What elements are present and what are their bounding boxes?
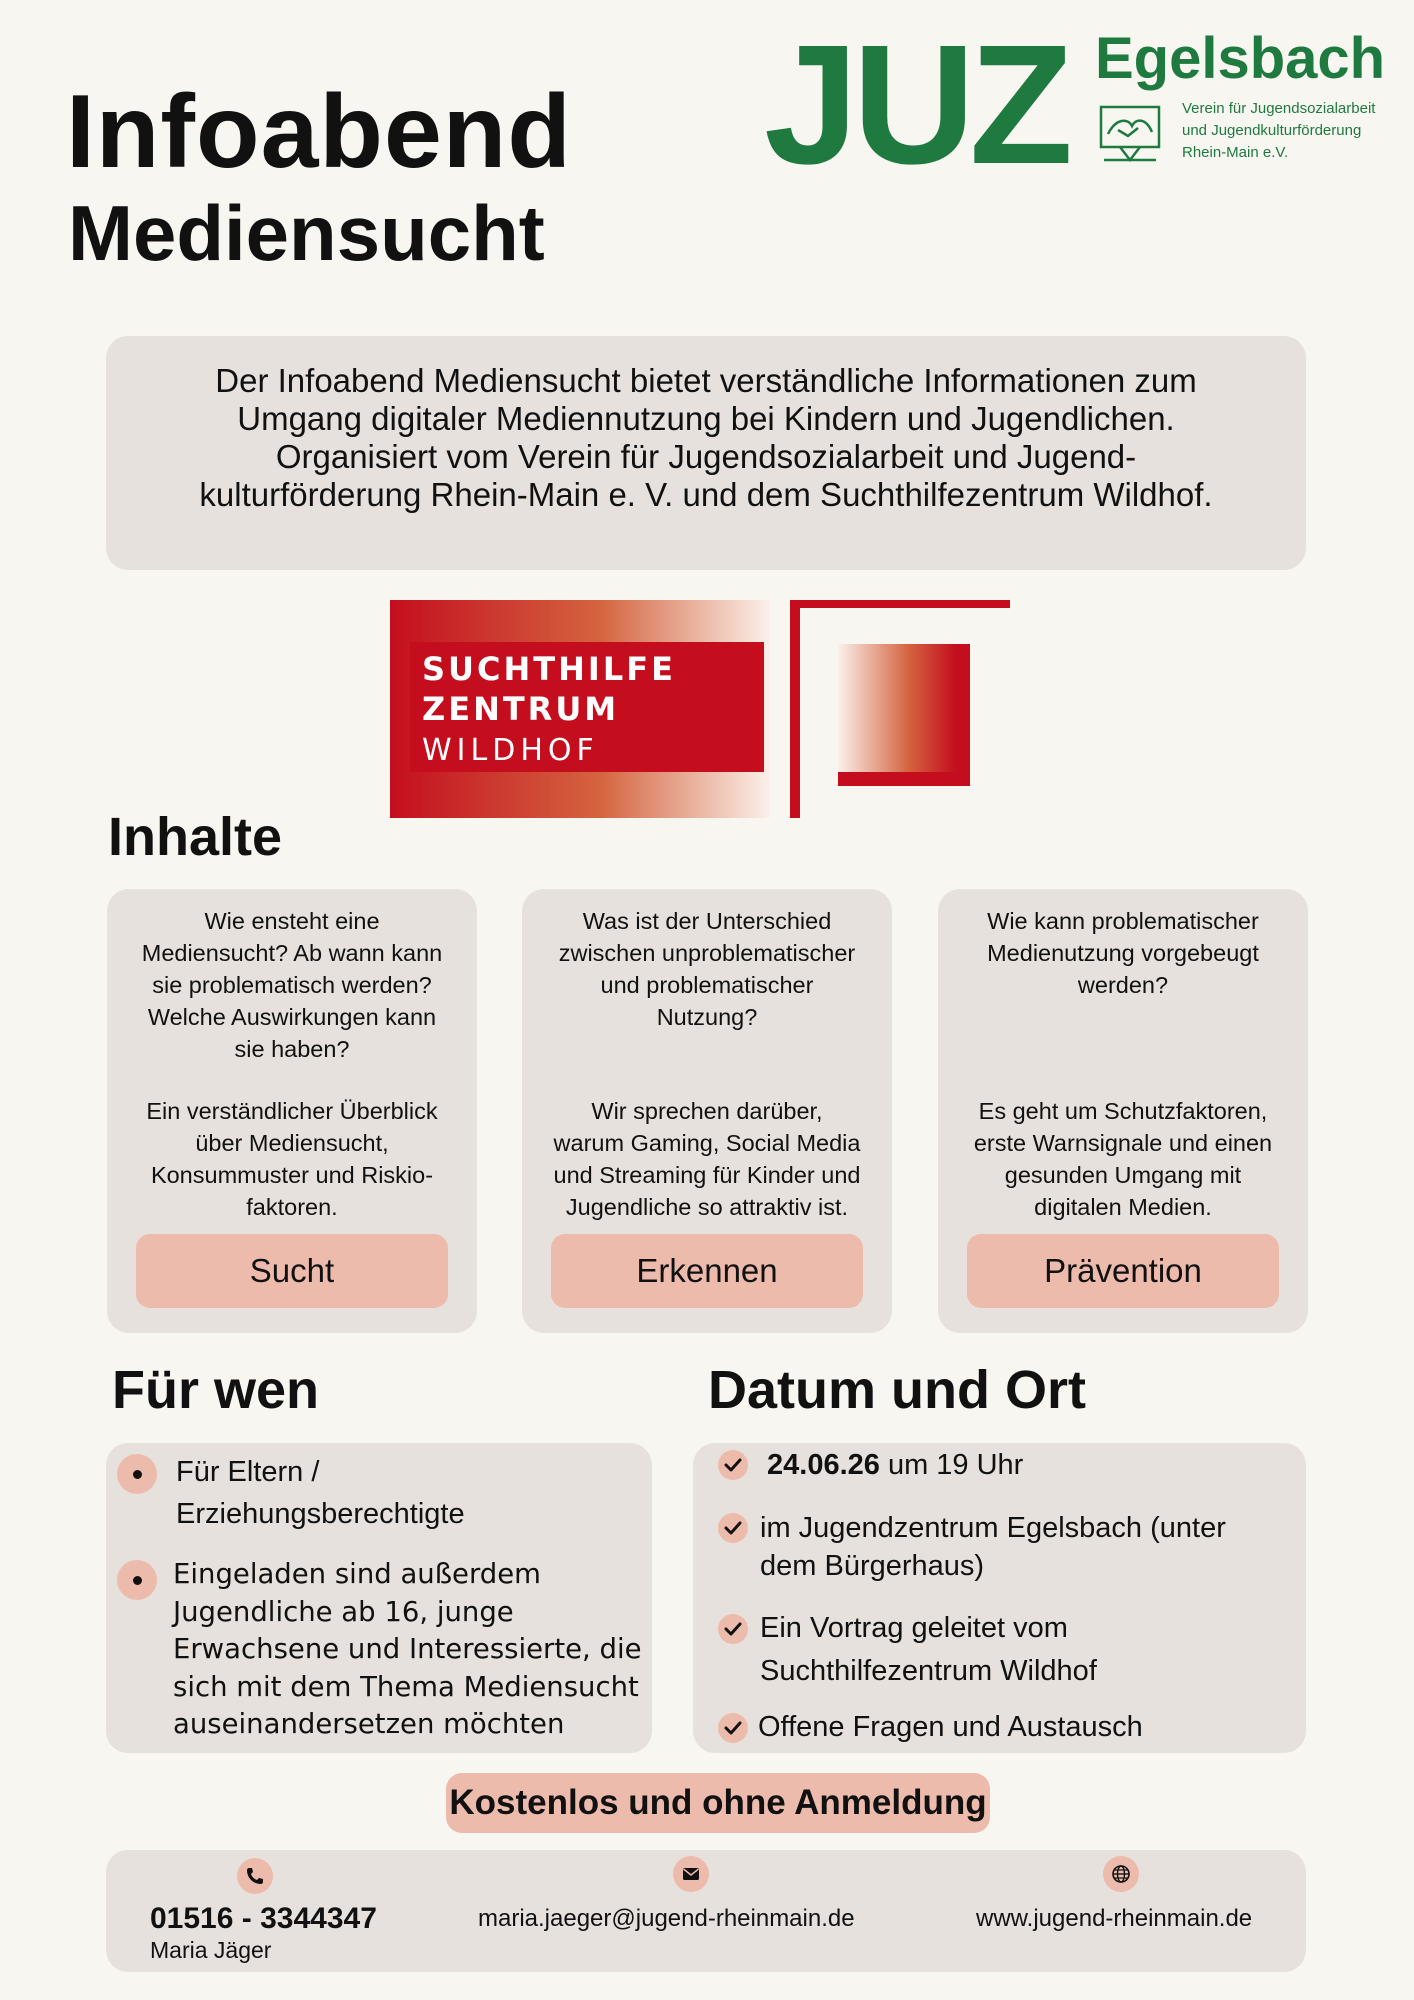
erkennen-button[interactable]: Erkennen: [551, 1234, 863, 1308]
email-link[interactable]: maria.jaeger@jugend-rheinmain.de: [478, 1905, 855, 1932]
event-date: 24.06.26 um 19 Uhr: [767, 1449, 1024, 1481]
website-link[interactable]: www.jugend-rheinmain.de: [976, 1905, 1253, 1932]
topic-answer: Es geht um Schutzfaktoren, erste Warnsignale und einen gesunden Umgang mit digitalen Medien.: [973, 1098, 1273, 1220]
page-title: Infoabend: [66, 74, 572, 190]
contact-name: Maria Jäger: [150, 1937, 272, 1963]
suchthilfe-logo-line2: ZENTRUM: [422, 690, 620, 728]
check-icon: [718, 1513, 748, 1543]
list-item: Offene Fragen und Austausch: [758, 1711, 1143, 1743]
bullet-icon: [117, 1560, 157, 1600]
mail-icon: [673, 1856, 709, 1892]
list-item: Ein Vortrag geleitet vom Suchthilfezentrum Wildhof: [760, 1612, 1097, 1687]
sucht-button[interactable]: Sucht: [136, 1234, 448, 1308]
globe-icon: [1103, 1856, 1139, 1892]
free-admission-badge: Kostenlos und ohne Anmeldung: [446, 1773, 990, 1833]
topic-card-sucht: [107, 889, 477, 1333]
list-item: im Jugendzentrum Egelsbach (unter dem Bürgerhaus): [760, 1512, 1226, 1582]
topic-card-praevention: [938, 889, 1308, 1333]
check-icon: [718, 1614, 748, 1644]
intro-text: Der Infoabend Mediensucht bietet verständliche Informationen zum Umgang digitaler Mediennutzung bei Kindern und Jugendlichen. Organisiert vom Verein für Jugendsozialarbeit und Jugend- kulturförderung Rhein-Main e. V. und dem Suchthilfezentrum Wildhof.: [199, 362, 1213, 513]
phone-icon: [237, 1858, 273, 1894]
page-subtitle: Mediensucht: [68, 189, 545, 277]
section-heading-inhalte: Inhalte: [108, 807, 283, 867]
datum-ort-card: [693, 1443, 1306, 1753]
contact-card: [106, 1850, 1306, 1972]
topic-question: Was ist der Unterschied zwischen unproblematischer und problematischer Nutzung?: [558, 908, 856, 1030]
juz-logo-town: Egelsbach: [1095, 26, 1386, 91]
suchthilfe-logo: [390, 600, 1010, 820]
check-icon: [718, 1450, 748, 1480]
topic-answer: Ein verständlicher Überblick über Mediensucht, Konsummuster und Riskio- faktoren.: [146, 1098, 438, 1220]
suchthilfe-logo-line1: SUCHTHILFE: [422, 650, 676, 688]
check-icon: [718, 1713, 748, 1743]
topic-question: Wie ensteht eine Mediensucht? Ab wann kann sie problematisch werden? Welche Auswirkungen kann sie haben?: [141, 908, 443, 1062]
topic-answer: Wir sprechen darüber, warum Gaming, Social Media und Streaming für Kinder und Jugendliche so attraktiv ist.: [553, 1098, 861, 1220]
juz-logo-text: JUZ: [764, 10, 1068, 200]
list-item: Eingeladen sind außerdem Jugendliche ab 16, junge Erwachsene und Interessierte, die sich mit dem Thema Mediensucht auseinandersetzen möchten: [173, 1558, 642, 1740]
section-heading-datum-ort: Datum und Ort: [708, 1360, 1086, 1420]
intro-card: [106, 336, 1306, 570]
fuer-wen-card: [106, 1443, 652, 1753]
topic-card-erkennen: [522, 889, 892, 1333]
juz-logo-org: Verein für Jugendsozialarbeit und Jugendkulturförderung Rhein-Main e.V.: [1182, 100, 1376, 161]
topic-question: Wie kann problematischer Medienutzung vorgebeugt werden?: [987, 908, 1259, 998]
suchthilfe-logo-line3: WILDHOF: [422, 733, 599, 768]
phone-number[interactable]: 01516 - 3344347: [150, 1902, 377, 1935]
list-item: Für Eltern / Erziehungsberechtigte: [176, 1456, 465, 1530]
handshake-icon: [1098, 104, 1162, 162]
section-heading-fuer-wen: Für wen: [112, 1360, 320, 1420]
bullet-icon: [117, 1454, 157, 1494]
praevention-button[interactable]: Prävention: [967, 1234, 1279, 1308]
